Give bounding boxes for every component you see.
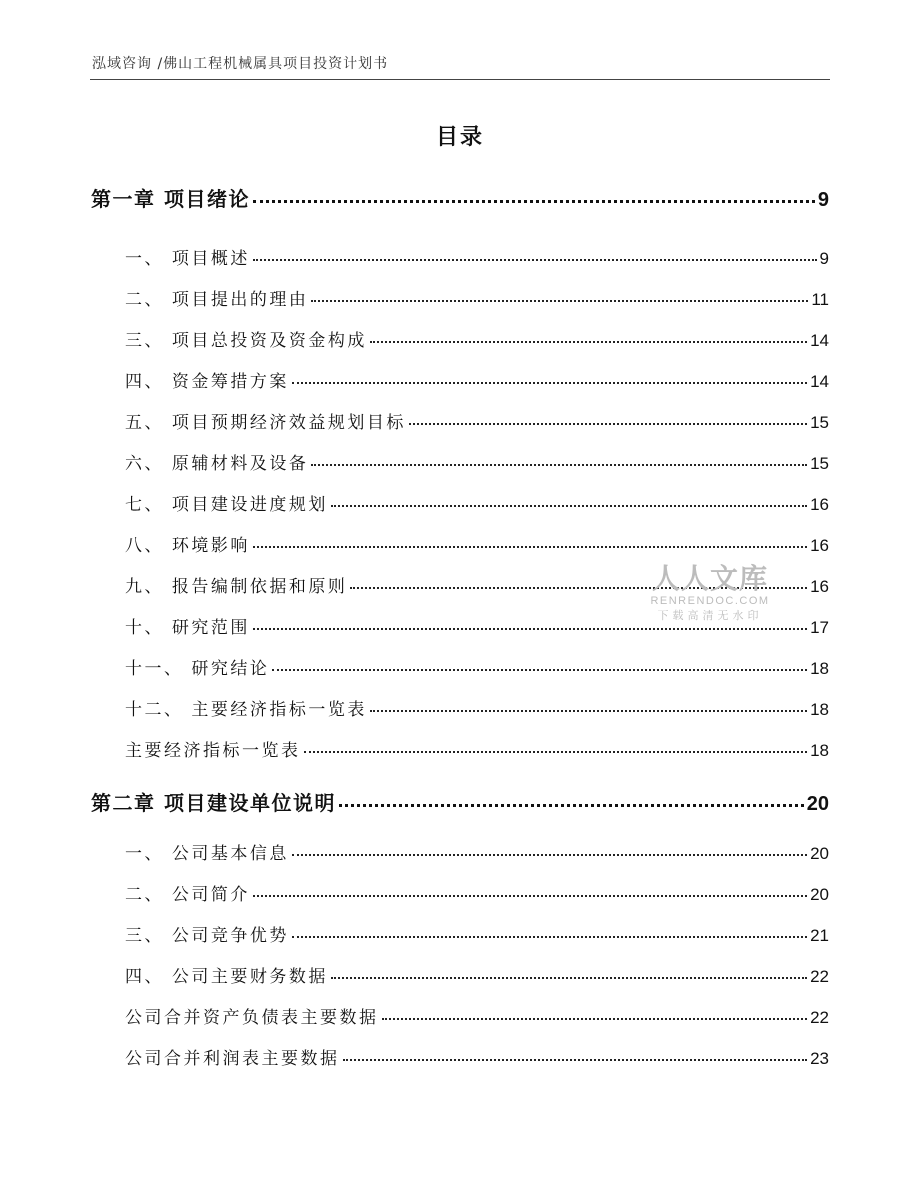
toc-dot-leader <box>339 804 804 807</box>
toc-dot-leader <box>311 464 807 466</box>
toc-entry-page-number: 9 <box>819 249 829 268</box>
toc-entry-label: 九、 报告编制依据和原则 <box>125 577 348 597</box>
toc-entry-page-number: 14 <box>810 331 829 350</box>
toc-entry-page-number: 22 <box>810 967 829 986</box>
toc-section-entry[interactable] <box>125 408 829 433</box>
toc-section-entry[interactable] <box>125 449 829 474</box>
toc-entry-page-number: 21 <box>810 926 829 945</box>
toc-entry-page-number: 22 <box>810 1008 829 1027</box>
toc-entry-page-number: 20 <box>810 885 829 904</box>
toc-dot-leader <box>272 669 807 671</box>
toc-entry-page-number: 18 <box>810 741 829 760</box>
toc-entry-label: 十二、 主要经济指标一览表 <box>125 700 367 720</box>
toc-entry-label: 主要经济指标一览表 <box>125 741 301 761</box>
toc-entry-label: 三、 项目总投资及资金构成 <box>125 331 367 351</box>
toc-entry-page-number: 16 <box>810 495 829 514</box>
toc-section-entry[interactable] <box>125 736 829 761</box>
toc-dot-leader <box>331 977 807 979</box>
toc-entry-label: 四、 公司主要财务数据 <box>125 967 328 987</box>
toc-section-entry[interactable] <box>125 880 829 905</box>
toc-title: 目录 <box>435 125 484 150</box>
header-divider <box>90 79 830 80</box>
toc-entry-page-number: 9 <box>817 189 829 211</box>
toc-entry-page-number: 20 <box>810 844 829 863</box>
toc-entry-label: 公司合并利润表主要数据 <box>125 1049 340 1069</box>
toc-dot-leader <box>382 1018 808 1020</box>
toc-entry-page-number: 15 <box>810 454 829 473</box>
toc-entry-label: 一、 项目概述 <box>125 249 250 269</box>
toc-section-entry[interactable] <box>125 326 829 351</box>
toc-entry-page-number: 14 <box>810 372 829 391</box>
watermark-domain: RENRENDOC.COM <box>650 595 770 607</box>
toc-chapter-entry[interactable] <box>91 787 829 816</box>
toc-dot-leader <box>370 341 807 343</box>
toc-dot-leader <box>292 936 807 938</box>
toc-dot-leader <box>253 259 817 261</box>
toc-dot-leader <box>370 710 807 712</box>
toc-entry-label: 三、 公司竞争优势 <box>125 926 289 946</box>
toc-entry-label: 四、 资金筹措方案 <box>125 372 289 392</box>
toc-entry-page-number: 11 <box>811 290 829 309</box>
toc-section-entry[interactable] <box>125 1003 829 1028</box>
toc-dot-leader <box>331 505 807 507</box>
toc-section-entry[interactable] <box>125 367 829 392</box>
toc-dot-leader <box>292 382 807 384</box>
toc-dot-leader <box>304 751 808 753</box>
toc-dot-leader <box>253 628 807 630</box>
toc-section-entry[interactable] <box>125 244 829 269</box>
toc-entry-page-number: 15 <box>810 413 829 432</box>
toc-section-entry[interactable] <box>125 695 829 720</box>
watermark-tagline: 下载高清无水印 <box>657 609 763 622</box>
toc-entry-page-number: 17 <box>810 618 829 637</box>
toc-dot-leader <box>253 546 807 548</box>
toc-entry-page-number: 18 <box>810 659 829 678</box>
toc-entry-label: 十一、 研究结论 <box>125 659 270 679</box>
toc-entry-label: 十、 研究范围 <box>125 618 250 638</box>
toc-entry-page-number: 23 <box>810 1049 829 1068</box>
toc-dot-leader <box>311 300 808 302</box>
watermark-logo: 人人文库 <box>651 562 768 595</box>
toc-section-entry[interactable] <box>125 1044 829 1069</box>
toc-dot-leader <box>253 200 815 203</box>
toc-entry-label: 七、 项目建设进度规划 <box>125 495 328 515</box>
toc-entry-label: 五、 项目预期经济效益规划目标 <box>125 413 406 433</box>
toc-section-entry[interactable] <box>125 285 829 310</box>
toc-dot-leader <box>253 895 807 897</box>
toc-entry-label: 八、 环境影响 <box>125 536 250 556</box>
toc-dot-leader <box>409 423 807 425</box>
toc-entry-page-number: 16 <box>810 536 829 555</box>
toc-section-entry[interactable] <box>125 654 829 679</box>
watermark <box>648 562 772 622</box>
toc-entry-page-number: 18 <box>810 700 829 719</box>
toc-entry-label: 第二章 项目建设单位说明 <box>91 791 336 815</box>
toc-section-entry[interactable] <box>125 490 829 515</box>
toc-section-entry[interactable] <box>125 839 829 864</box>
toc-entry-page-number: 20 <box>806 793 829 815</box>
toc-entry-label: 二、 公司简介 <box>125 885 250 905</box>
toc-chapter-entry[interactable] <box>91 183 829 212</box>
toc-entry-label: 第一章 项目绪论 <box>91 187 250 211</box>
toc-entry-label: 二、 项目提出的理由 <box>125 290 309 310</box>
toc-entry-label: 一、 公司基本信息 <box>125 844 289 864</box>
toc-dot-leader <box>292 854 807 856</box>
toc-entry-page-number: 16 <box>810 577 829 596</box>
toc-section-entry[interactable] <box>125 962 829 987</box>
toc-section-entry[interactable] <box>125 921 829 946</box>
toc-dot-leader <box>343 1059 808 1061</box>
running-header: 泓域咨询 /佛山工程机械属具项目投资计划书 <box>92 56 389 72</box>
toc-section-entry[interactable] <box>125 531 829 556</box>
toc-entry-label: 六、 原辅材料及设备 <box>125 454 309 474</box>
toc-entry-label: 公司合并资产负债表主要数据 <box>125 1008 379 1028</box>
